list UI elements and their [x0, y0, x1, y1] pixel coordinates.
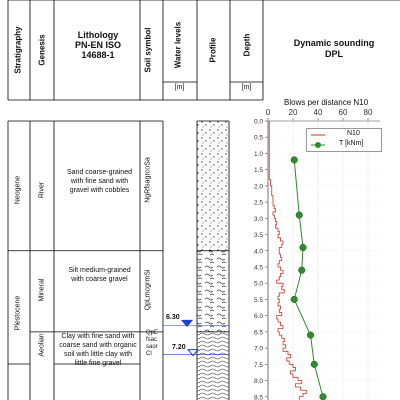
y-tick-label-2.5: 2.5 — [253, 199, 263, 207]
chart-title: Blows per distance N10 — [284, 98, 369, 107]
series-t-point-6 — [307, 332, 314, 339]
genesis-header: Genesis — [37, 34, 47, 66]
y-tick-label-7.5: 7.5 — [253, 361, 263, 369]
y-tick-label-8.0: 8.0 — [253, 378, 263, 386]
water-level-2-label: 7.20 — [172, 344, 186, 351]
layer-1-lithology: Sand coarse-grained with fine sand with gravel with cobbles — [67, 169, 132, 194]
stratigraphy-header: Stratigraphy — [13, 26, 23, 74]
water-levels-header: Water levels — [173, 21, 183, 69]
layer-3-lithology: Clay with fine sand with coarse sand with organic soil with little clay with little fine gravel — [59, 333, 137, 367]
layer-1-symbol: NgRfsagrcoSa — [144, 157, 152, 203]
water-levels-unit: [m] — [174, 84, 185, 91]
water-level-1-label: 6.30 — [166, 314, 180, 321]
series-t-line — [294, 160, 323, 397]
series-t-point-4 — [298, 267, 305, 274]
layer-3-symbol: QpEfsac saorCl — [146, 330, 159, 357]
chart-legend — [306, 128, 382, 152]
y-tick-label-6.5: 6.5 — [253, 329, 263, 337]
layer-2-genesis: Mineral — [38, 278, 46, 302]
y-tick-label-5.0: 5.0 — [253, 280, 263, 288]
depth-unit: [m] — [241, 84, 252, 91]
lithology-header: Lithology PN-EN ISO 14688-1 — [74, 30, 121, 60]
y-tick-label-0.5: 0.5 — [253, 134, 263, 142]
profile-header: Profile — [208, 37, 218, 63]
y-tick-label-0.0: 0.0 — [253, 118, 263, 126]
series-t-point-8 — [320, 393, 327, 400]
y-tick-label-7.0: 7.0 — [253, 345, 263, 353]
x-tick-label-20: 20 — [288, 108, 298, 117]
series-t-point-7 — [311, 361, 318, 368]
x-tick-label-40: 40 — [313, 108, 323, 117]
layer-2-symbol: QpLmcgrmSi — [144, 269, 152, 311]
y-tick-label-4.0: 4.0 — [253, 248, 263, 256]
layer-1-stratigraphy: Neogene — [14, 175, 22, 205]
legend-t-label: T [kNm] — [339, 140, 364, 147]
dynamic-sounding-header: Dynamic sounding DPL — [293, 38, 375, 59]
x-tick-label-80: 80 — [363, 108, 373, 117]
layer-2-stratigraphy: Plestocene — [14, 295, 22, 331]
y-tick-label-6.0: 6.0 — [253, 313, 263, 321]
soil-symbol-header: Soil symbol — [143, 27, 153, 73]
series-n10-line — [269, 121, 307, 400]
depth-header: Depth — [242, 33, 252, 57]
profile-fill-1 — [197, 121, 229, 251]
y-tick-label-1.0: 1.0 — [253, 150, 263, 158]
series-t-point-1 — [291, 157, 298, 164]
y-tick-label-4.5: 4.5 — [253, 264, 263, 272]
series-t-point-2 — [296, 212, 303, 219]
y-tick-label-1.5: 1.5 — [253, 167, 263, 175]
profile-fill-3 — [197, 332, 229, 400]
layer-2-lithology: Silt medium-grained with coarse gravel — [68, 267, 131, 283]
layer-3-genesis: Aeolian — [38, 333, 46, 357]
x-tick-label-0: 0 — [265, 108, 271, 117]
layer-1-genesis: River — [38, 181, 46, 199]
y-tick-label-3.0: 3.0 — [253, 215, 263, 223]
x-tick-label-60: 60 — [338, 108, 348, 117]
y-tick-label-2.0: 2.0 — [253, 183, 263, 191]
y-tick-label-5.5: 5.5 — [253, 296, 263, 304]
profile-fill-2 — [197, 251, 229, 332]
y-tick-label-8.5: 8.5 — [253, 394, 263, 400]
y-tick-label-3.5: 3.5 — [253, 232, 263, 240]
series-t-point-5 — [291, 296, 298, 303]
series-t-point-3 — [300, 244, 307, 251]
legend-t-marker — [315, 142, 321, 148]
legend-n10-label: N10 — [347, 130, 360, 137]
